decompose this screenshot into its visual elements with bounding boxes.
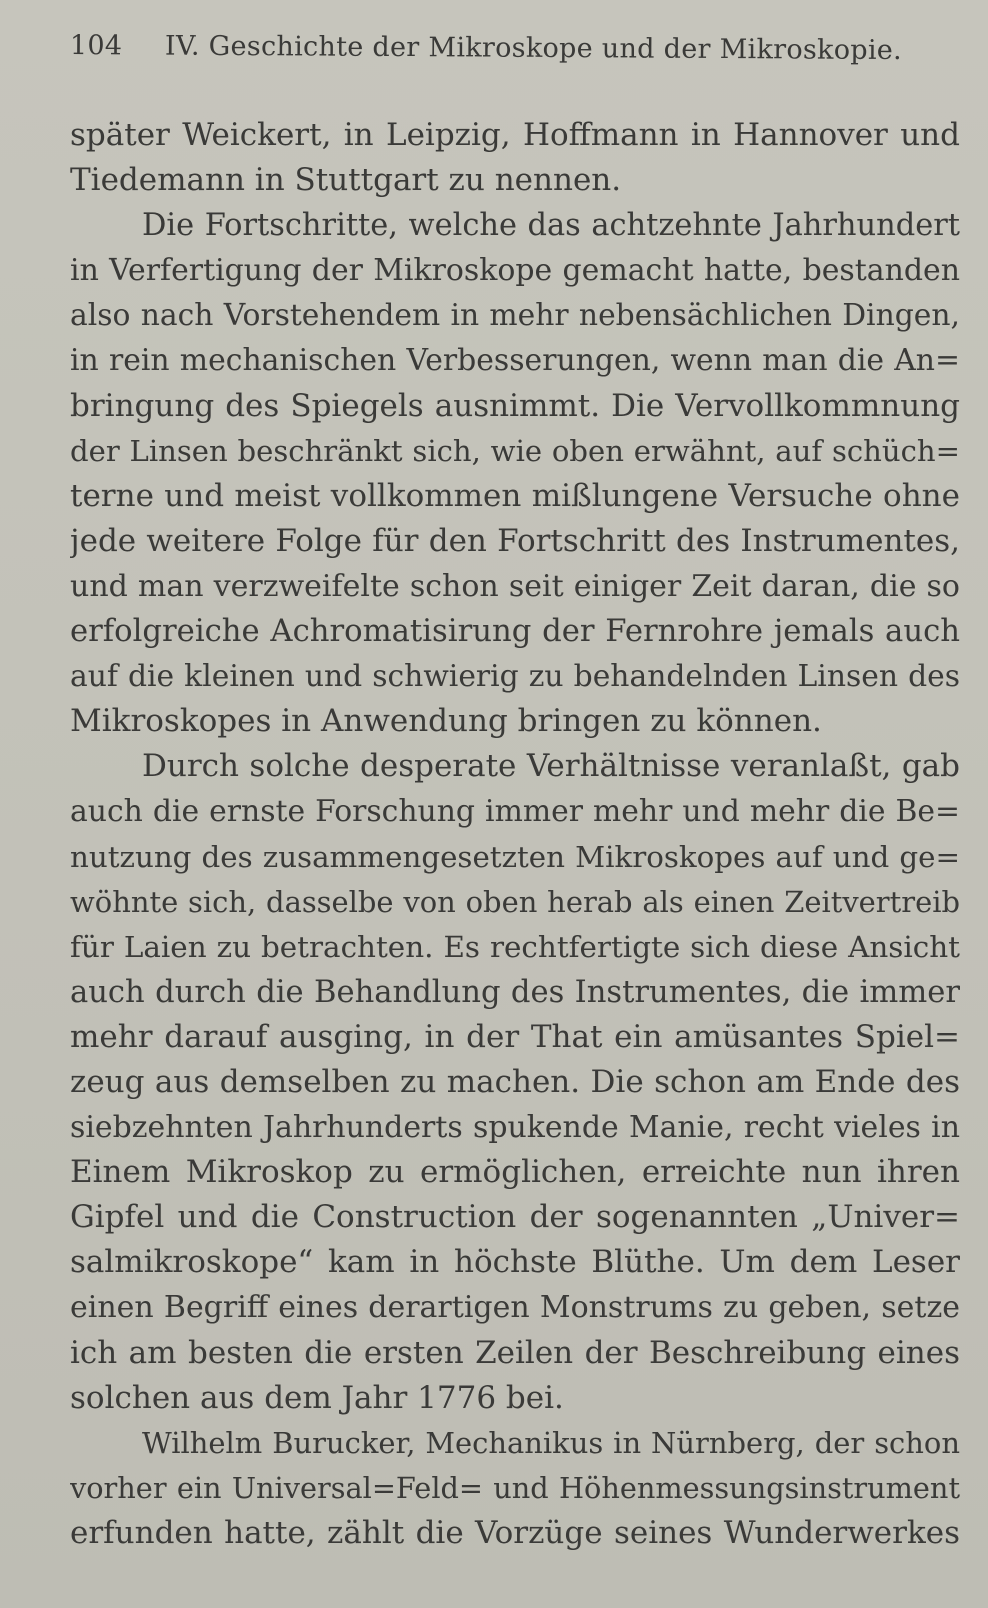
paragraph-3 xyxy=(70,744,960,1420)
text-line: und man verzweifelte schon seit einiger Zeit daran, die so xyxy=(70,568,960,604)
text-line: bringung des Spiegels ausnimmt. Die Vervollkommnung xyxy=(70,387,960,424)
text-line: Wilhelm Burucker, Mechanikus in Nürnberg, der schon xyxy=(142,1425,960,1460)
page-number: 104 xyxy=(69,30,123,62)
text-line: in Verfertigung der Mikroskope gemacht hatte, bestanden xyxy=(70,253,960,289)
text-line: nutzung des zusammengesetzten Mikroskopes auf und ge= xyxy=(70,839,960,874)
text-line: mehr darauf ausging, in der That ein amüsantes Spiel= xyxy=(70,1018,960,1055)
text-line: also nach Vorstehendem in mehr nebensächlichen Dingen, xyxy=(70,298,960,334)
text-line: auch durch die Behandlung des Instrumentes, die immer xyxy=(70,974,960,1010)
text-line: salmikroskope“ kam in höchste Blüthe. Um dem Leser xyxy=(70,1244,960,1281)
text-line: in rein mechanischen Verbesserungen, wenn man die An= xyxy=(70,343,960,379)
text-line: auch die ernste Forschung immer mehr und mehr die Be= xyxy=(70,794,960,830)
text-line: erfunden hatte, zählt die Vorzüge seines Wunderwerkes xyxy=(70,1514,960,1551)
text-line: für Laien zu betrachten. Es rechtfertigte sich diese Ansicht xyxy=(70,929,960,964)
running-header xyxy=(69,30,903,67)
text-line: jede weitere Folge für den Fortschritt des Instrumentes, xyxy=(70,522,960,559)
text-line: Gipfel und die Construction der sogenannten „Univer= xyxy=(70,1199,960,1236)
body-text xyxy=(70,113,960,1556)
text-line: erfolgreiche Achromatisirung der Fernrohre jemals auch xyxy=(70,614,960,650)
text-line: der Linsen beschränkt sich, wie oben erwähnt, auf schüch= xyxy=(70,433,960,468)
text-line: vorher ein Universal=Feld= und Höhenmessungsinstrument xyxy=(70,1470,960,1505)
paragraph-2 xyxy=(70,203,960,744)
text-line: siebzehnten Jahrhunderts spukende Manie, recht vieles in xyxy=(70,1110,960,1146)
text-line: solchen aus dem Jahr 1776 bei. xyxy=(70,1379,564,1416)
text-line: zeug aus demselben zu machen. Die schon am Ende des xyxy=(70,1063,960,1100)
paragraph-4 xyxy=(70,1421,960,1556)
text-line: ich am besten die ersten Zeilen der Beschreibung eines xyxy=(70,1334,960,1371)
text-line: Mikroskopes in Anwendung bringen zu können. xyxy=(70,703,822,740)
text-line: auf die kleinen und schwierig zu behandelnden Linsen des xyxy=(70,659,960,695)
text-line: Durch solche desperate Verhältnisse veranlaßt, gab xyxy=(142,748,960,785)
text-line: terne und meist vollkommen mißlungene Versuche ohne xyxy=(70,477,960,514)
running-title: IV. Geschichte der Mikroskope und der Mikroskopie. xyxy=(164,30,903,67)
text-line: Tiedemann in Stuttgart zu nennen. xyxy=(70,162,622,199)
text-line: einen Begriff eines derartigen Monstrums zu geben, setze xyxy=(70,1290,960,1326)
text-line: Die Fortschritte, welche das achtzehnte Jahrhundert xyxy=(142,208,960,244)
text-line: später Weickert, in Leipzig, Hoffmann in Hannover und xyxy=(70,117,960,153)
text-line: wöhnte sich, dasselbe von oben herab als einen Zeitvertreib xyxy=(70,884,960,919)
paragraph-1 xyxy=(70,113,960,203)
text-line: Einem Mikroskop zu ermöglichen, erreichte nun ihren xyxy=(70,1154,960,1191)
